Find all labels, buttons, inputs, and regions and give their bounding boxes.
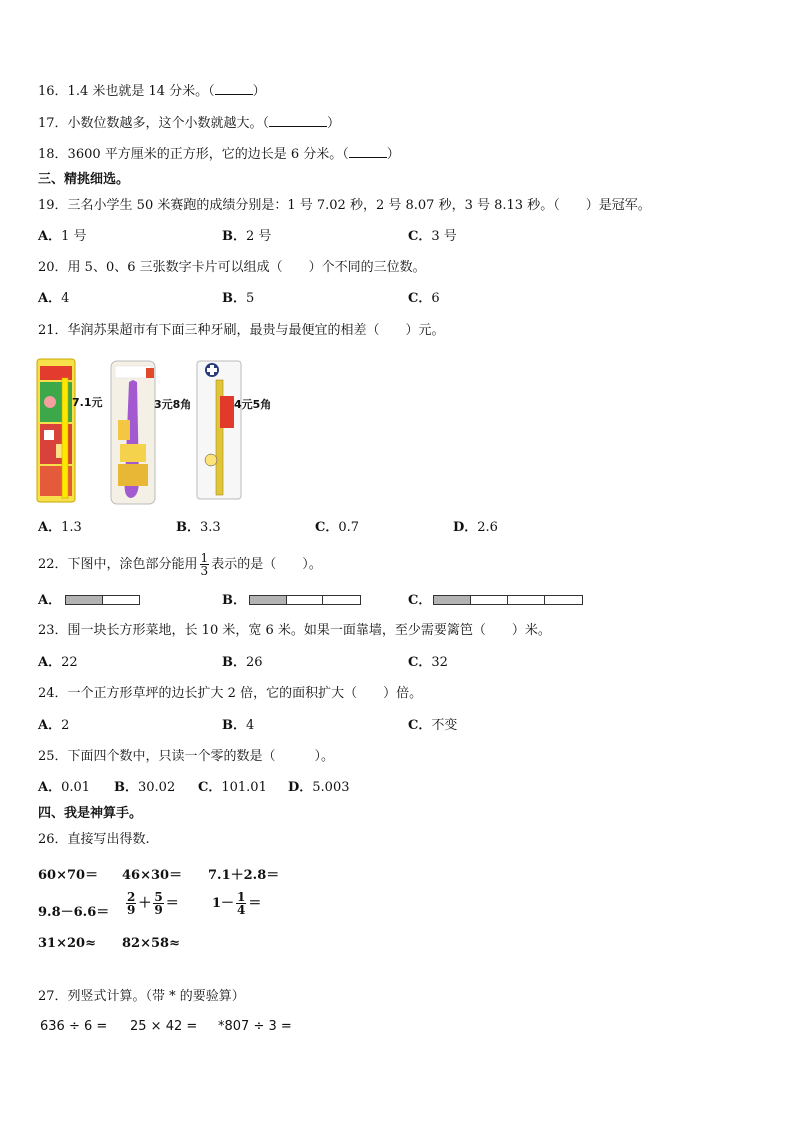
option-b[interactable]: B．4 xyxy=(222,718,255,733)
calc-item-fraction-diff: 1－ $\frac{1}{4}$ ＝ xyxy=(212,890,262,917)
calc-item: 7.1＋2.8＝ xyxy=(208,868,280,883)
option-d[interactable]: D．2.6 xyxy=(453,520,498,535)
shaded-segment xyxy=(66,596,103,604)
option-c[interactable]: C．6 xyxy=(408,291,440,306)
question-27: 27．列竖式计算。（带 * 的要验算） xyxy=(38,989,245,1004)
option-a[interactable]: A．22 xyxy=(38,655,78,670)
blank-segment xyxy=(471,596,508,604)
calc-item: 9.8－6.6＝ xyxy=(38,905,110,920)
blank-segment xyxy=(103,596,140,604)
option-c[interactable]: C．不变 xyxy=(408,718,458,733)
calc-item-fraction-sum: $\frac{2}{9}$ ＋ $\frac{5}{9}$ ＝ xyxy=(127,890,179,917)
toothbrush-1-image xyxy=(36,358,76,503)
question-26: 26．直接写出得数. xyxy=(38,832,150,847)
answer-blank[interactable] xyxy=(349,145,387,158)
question-19: 19．三名小学生 50 米赛跑的成绩分别是：1 号 7.02 秒，2 号 8.07 秒，3 号 8.13 秒。（ ）是冠军。 xyxy=(38,198,651,213)
option-b-bar xyxy=(249,595,361,605)
option-c[interactable]: C．3 号 xyxy=(408,229,457,244)
option-a-bar xyxy=(65,595,140,605)
calc-item: *807 ÷ 3 = xyxy=(218,1019,292,1034)
question-25: 25．下面四个数中，只读一个零的数是（ ）。 xyxy=(38,749,335,764)
question-17: 17．小数位数越多，这个小数就越大。（ ） xyxy=(38,116,341,131)
price-label-3: 4元5角 xyxy=(234,398,272,411)
question-20: 20．用 5、0、6 三张数字卡片可以组成（ ）个不同的三位数。 xyxy=(38,260,426,275)
option-a[interactable]: A．4 xyxy=(38,291,70,306)
answer-blank[interactable] xyxy=(215,82,253,95)
calc-item: 46×30＝ xyxy=(122,868,183,883)
blank-segment xyxy=(287,596,324,604)
section-heading-3: 三、精挑细选。 xyxy=(38,172,130,187)
option-c-bar xyxy=(433,595,583,605)
option-b[interactable]: B．2 号 xyxy=(222,229,272,244)
option-c[interactable]: C． xyxy=(408,593,432,608)
calc-item: 82×58≈ xyxy=(122,936,180,951)
calc-item: 31×20≈ xyxy=(38,936,96,951)
option-c[interactable]: C．101.01 xyxy=(198,780,267,795)
question-18: 18．3600 平方厘米的正方形，它的边长是 6 分米。（ ） xyxy=(38,147,400,162)
option-b[interactable]: B．30.02 xyxy=(114,780,176,795)
blank-segment xyxy=(508,596,545,604)
option-b[interactable]: B．3.3 xyxy=(176,520,221,535)
shaded-segment xyxy=(434,596,471,604)
question-21: 21．华润苏果超市有下面三种牙刷，最贵与最便宜的相差（ ）元。 xyxy=(38,323,445,338)
option-c[interactable]: C．0.7 xyxy=(315,520,360,535)
toothbrush-3-image xyxy=(196,360,242,500)
section-heading-4: 四、我是神算手。 xyxy=(38,806,143,821)
blank-segment xyxy=(323,596,360,604)
shaded-segment xyxy=(250,596,287,604)
option-a[interactable]: A．1 号 xyxy=(38,229,87,244)
option-a[interactable]: A．2 xyxy=(38,718,70,733)
question-24: 24．一个正方形草坪的边长扩大 2 倍，它的面积扩大（ ）倍。 xyxy=(38,686,423,701)
option-b[interactable]: B． xyxy=(222,593,246,608)
option-a[interactable]: A．1.3 xyxy=(38,520,82,535)
toothbrush-2-image xyxy=(110,360,156,505)
option-c[interactable]: C．32 xyxy=(408,655,448,670)
calc-item: 636 ÷ 6 = xyxy=(40,1019,108,1034)
option-a[interactable]: A．0.01 xyxy=(38,780,91,795)
question-23: 23．围一块长方形菜地，长 10 米，宽 6 米。如果一面靠墙，至少需要篱笆（ ）米。 xyxy=(38,623,551,638)
option-a[interactable]: A． xyxy=(38,593,62,608)
price-label-1: 7.1元 xyxy=(72,396,103,409)
calc-item: 60×70＝ xyxy=(38,868,99,883)
answer-blank[interactable] xyxy=(269,114,327,127)
option-b[interactable]: B．5 xyxy=(222,291,255,306)
option-b[interactable]: B．26 xyxy=(222,655,263,670)
calc-item: 25 × 42 = xyxy=(130,1019,198,1034)
price-label-2: 3元8角 xyxy=(154,398,192,411)
question-16: 16．1.4 米也就是 14 分米。（ ） xyxy=(38,84,266,99)
blank-segment xyxy=(545,596,582,604)
question-22: 22．下图中，涂色部分能用 $\frac{1}{3}$ 表示的是（ ）。 xyxy=(38,551,322,578)
option-d[interactable]: D．5.003 xyxy=(288,780,350,795)
fraction-one-third: $\frac{1}{3}$ xyxy=(200,551,209,578)
